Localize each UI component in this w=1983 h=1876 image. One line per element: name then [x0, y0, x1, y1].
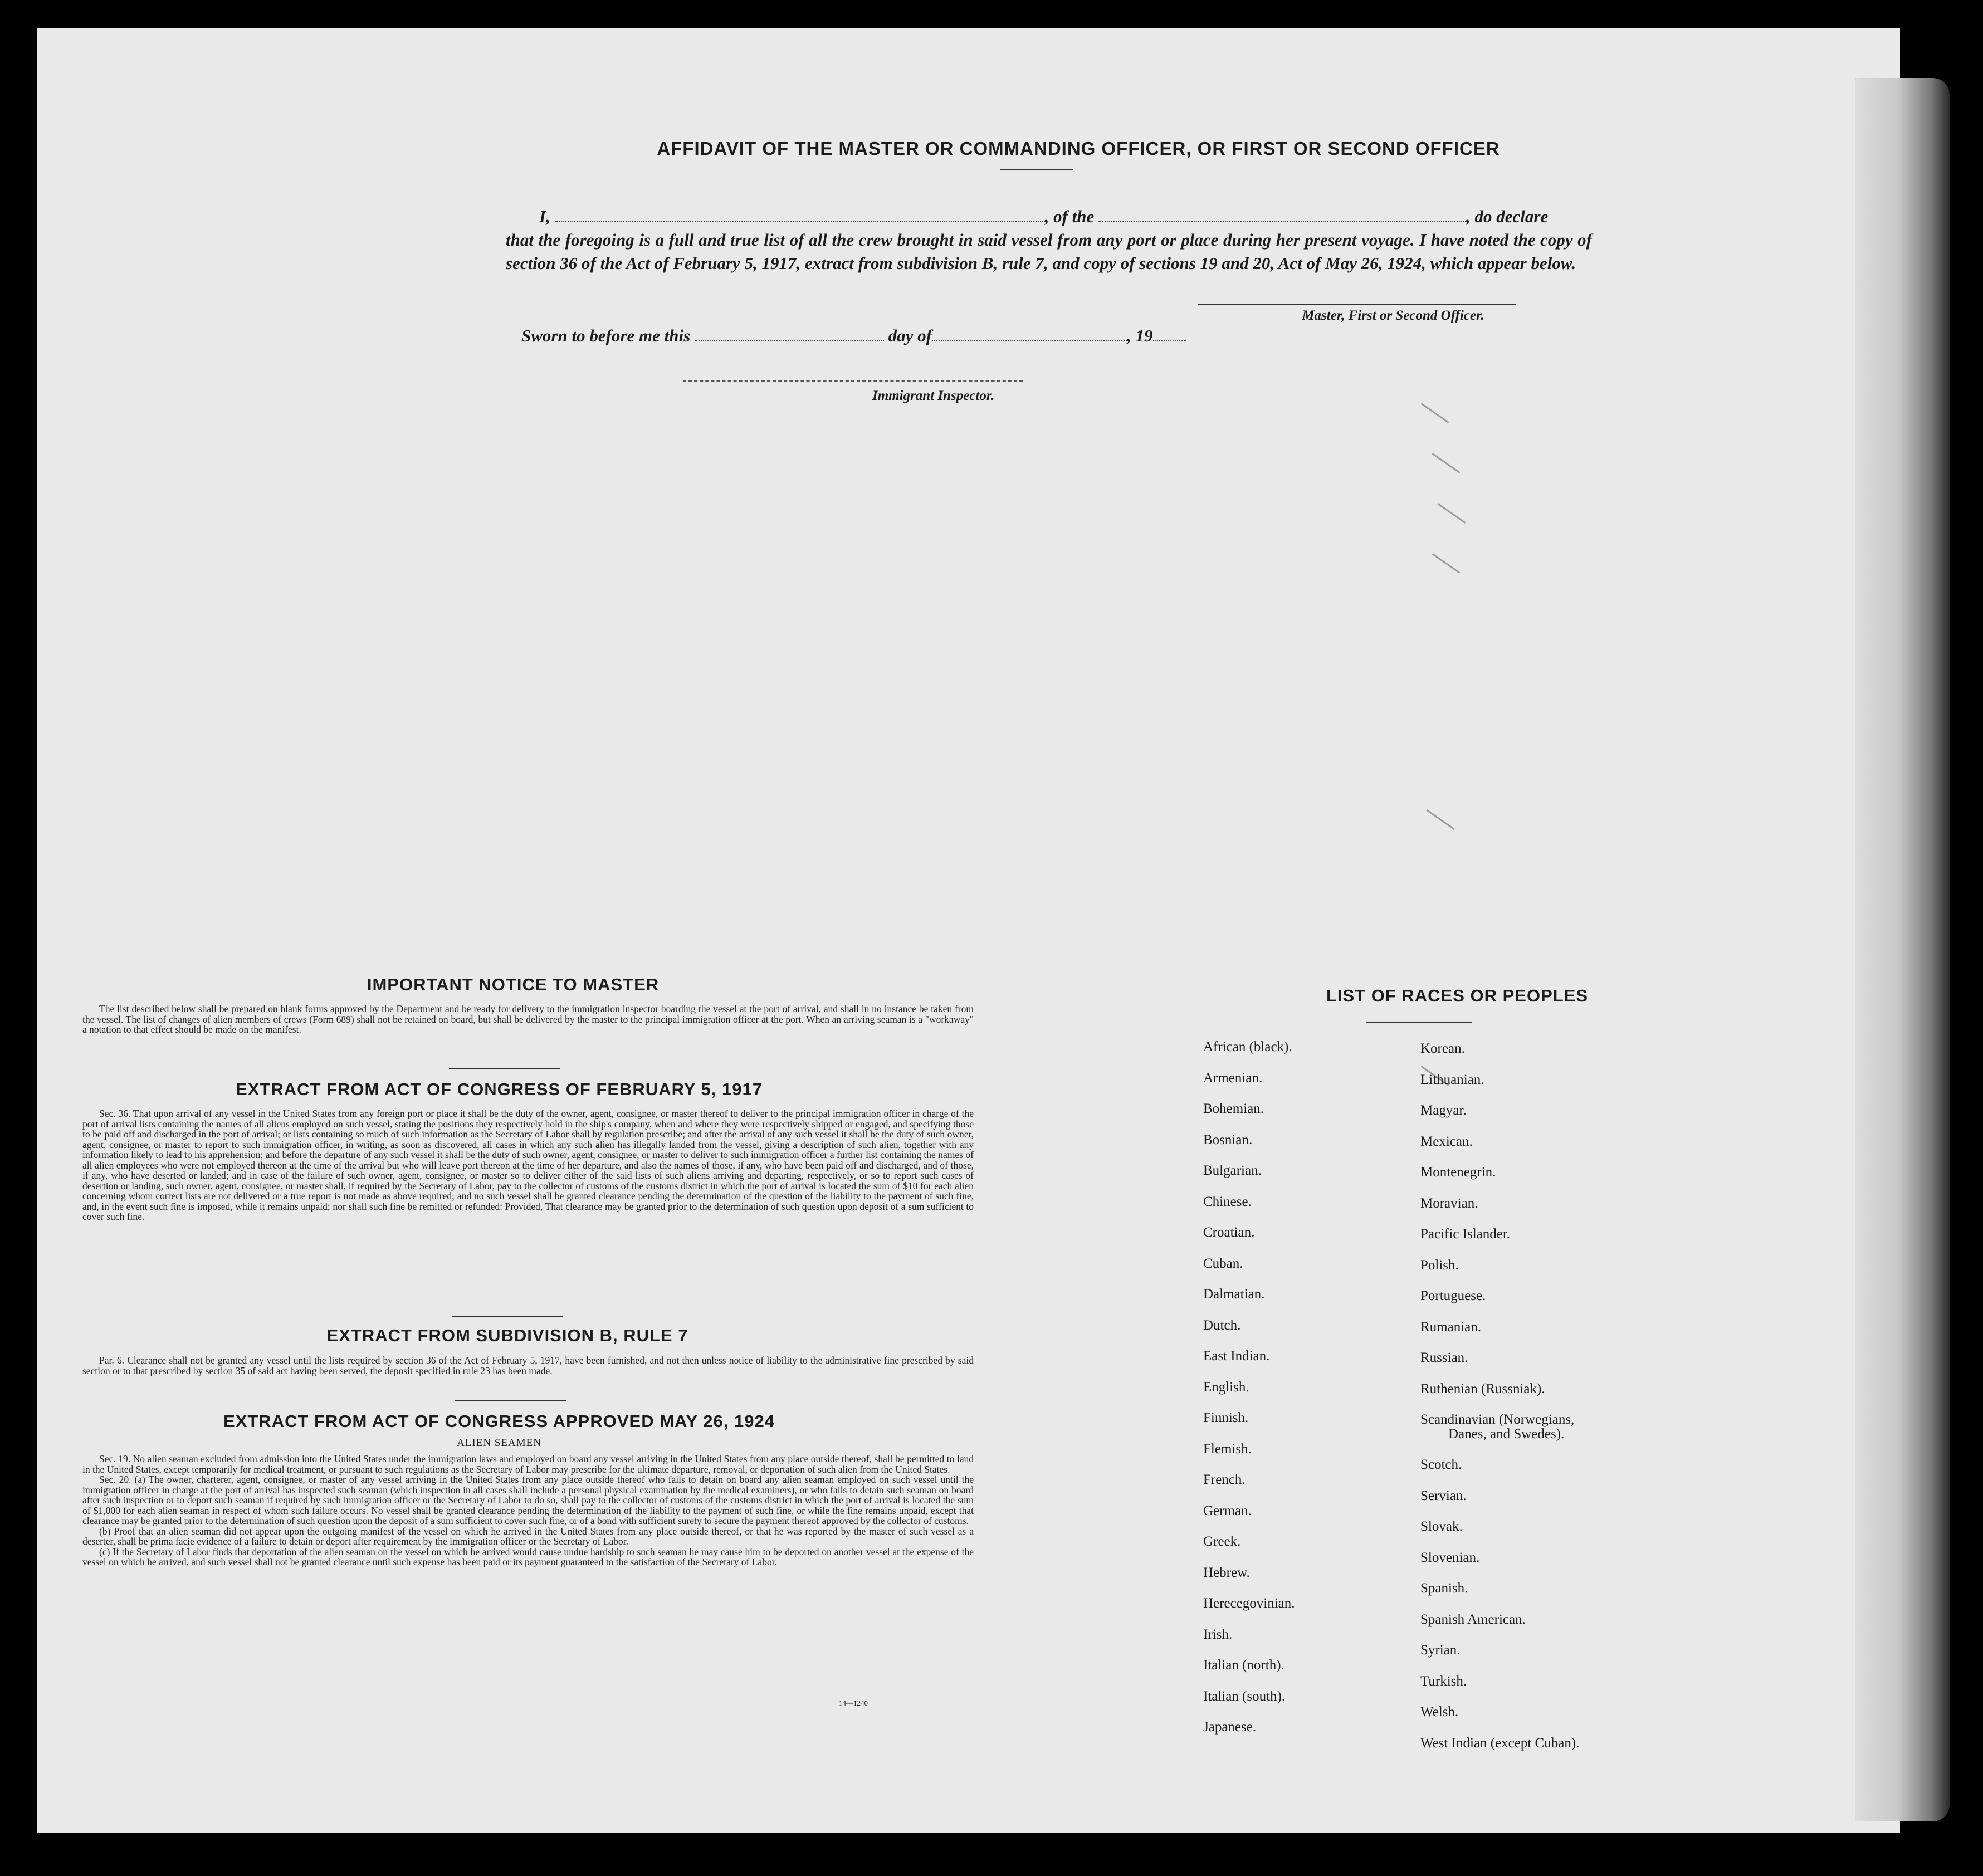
race-item: Spanish American.	[1420, 1611, 1526, 1627]
document-page	[37, 28, 1900, 1833]
i-word: I,	[539, 207, 550, 226]
sworn-day-field[interactable]	[695, 336, 884, 341]
notice-text-block	[82, 1004, 974, 1035]
extract-rule7-block	[82, 1355, 974, 1376]
page-edge	[1855, 78, 1950, 1821]
races-title-rule	[1366, 1022, 1472, 1023]
race-item: East Indian.	[1203, 1349, 1270, 1364]
race-item: Chinese.	[1203, 1194, 1252, 1209]
race-item: Scotch.	[1420, 1457, 1462, 1472]
stray-mark	[1432, 553, 1461, 574]
race-item: Greek.	[1203, 1534, 1241, 1549]
sec19-text: Sec. 19. No alien seaman excluded from admission into the United States under the immigration laws and employed on board any vessel arriving in the United States from any place outside thereof, shall be permitted to land in the United States, except temporarily for medical treatment, or pursuant to such regulations as the Secretary of Labor may prescribe for the ultimate departure, removal, or deportation of such alien from the United States.	[82, 1453, 974, 1475]
race-item: German.	[1203, 1503, 1252, 1518]
race-item: Croatian.	[1203, 1225, 1255, 1240]
master-caption: Master, First or Second Officer.	[1302, 308, 1484, 323]
race-item: West Indian (except Cuban).	[1420, 1735, 1580, 1751]
races-title: LIST OF RACES OR PEOPLES	[1326, 986, 1589, 1005]
race-item: Turkish.	[1420, 1673, 1467, 1689]
race-item: Scandinavian (Norwegians,	[1420, 1412, 1575, 1427]
race-item: Bohemian.	[1203, 1101, 1264, 1116]
race-item: Magyar.	[1420, 1103, 1467, 1118]
race-item: Syrian.	[1420, 1643, 1461, 1658]
extract-1917-title: EXTRACT FROM ACT OF CONGRESS OF FEBRUARY 5, 1917	[236, 1079, 763, 1099]
extract-rule7-text: Par. 6. Clearance shall not be granted any vessel until the lists required by section 36 of the Act of February 5, 1917, have been furnished, and not then unless notice of liability to the administrative fine prescribed by said section or to that prescribed by section 35 of said act having been served, the deposit specified in rule 23 has been made.	[82, 1355, 974, 1376]
affidavit-title: AFFIDAVIT OF THE MASTER OR COMMANDING OFFICER, OR FIRST OR SECOND OFFICER	[657, 138, 1500, 159]
sworn-line	[521, 326, 1186, 346]
race-item: Cuban.	[1203, 1255, 1243, 1271]
stray-mark	[1432, 453, 1461, 473]
inspector-caption: Immigrant Inspector.	[872, 388, 995, 403]
race-item: African (black).	[1203, 1039, 1292, 1054]
master-signature-line[interactable]	[1198, 304, 1516, 305]
declaration-text: that the foregoing is a full and true list of all the crew brought in said vessel from any port or place during her present voyage. I have noted the copy of section 36 of the Act of February 5, 1917, extract from subdivision B, rule 7, and copy of sections 19 and 20, Act of May 26, 1924, which appear below.	[506, 230, 1592, 273]
name-field[interactable]	[555, 217, 1045, 222]
do-declare-text: , do declare	[1466, 207, 1549, 226]
race-item: Montenegrin.	[1420, 1165, 1496, 1180]
extract-1917-text: Sec. 36. That upon arrival of any vessel in the United States from any foreign port or place it shall be the duty of the owner, agent, consignee, or master thereof to deliver to the principal immigration officer in charge of the port of arrival lists containing the names of all aliens employed on such vessel, stating the positions they respectively hold in the ship's company, when and where they were respectively shipped or engaged, and specifying those to be paid off and discharged in the port of arrival; or lists containing so much of such information as the Secretary of Labor shall by regulation prescribe; and after the arrival of any such vessel it shall be the duty of such owner, agent, consignee, or master to report to such immigration officer, in writing, as soon as discovered, all cases in which any such alien has illegally landed from the vessel, giving a description of such alien, together with any information likely to lead to his apprehension; and before the departure of any such vessel it shall be the duty of such owner, agent, consignee, or master to deliver to such immigration officer a further list containing the names of all alien employees who were not employed thereon at the time of the arrival but who will leave port thereon at the time of her departure, and also the names of those, if any, who have been paid off and discharged, and of those, if any, who have deserted or landed; and in case of the failure of such owner, agent, consignee, or master so to deliver either of the said lists of such aliens arriving and departing, respectively, or so to report such cases of desertion or landing, such owner, agent, consignee, or master shall, if required by the Secretary of Labor, pay to the collector of customs of the customs district in which the port of arrival is located the sum of $10 for each alien concerning whom correct lists are not delivered or a true report is not made as above required; and no such vessel shall be granted clearance pending the determination of the question of the liability to the payment of such fine, and, in the event such fine is imposed, while it remains unpaid; nor shall such fine be remitted or refunded: Provided, That clearance may be granted prior to the determination of such question upon deposit of a sum sufficient to cover such fine.	[82, 1108, 974, 1222]
race-item: Russian.	[1420, 1350, 1468, 1365]
sworn-year-field[interactable]	[1153, 336, 1186, 341]
race-item: Bulgarian.	[1203, 1163, 1262, 1178]
race-item: Lithuanian.	[1420, 1072, 1484, 1087]
race-item: Servian.	[1420, 1488, 1467, 1503]
extract-1924-title: EXTRACT FROM ACT OF CONGRESS APPROVED MAY 26, 1924	[223, 1411, 775, 1431]
races-left-column	[1203, 1032, 1295, 1743]
race-item: Hebrew.	[1203, 1565, 1250, 1580]
section-rule	[449, 1068, 560, 1069]
race-item: Polish.	[1420, 1257, 1459, 1273]
stray-mark	[1421, 403, 1449, 423]
race-item: Dalmatian.	[1203, 1287, 1265, 1302]
sworn-prefix: Sworn to before me this	[521, 326, 691, 345]
race-item: Korean.	[1420, 1041, 1465, 1056]
of-the-text: , of the	[1044, 207, 1095, 226]
year-prefix: , 19	[1127, 326, 1153, 345]
sworn-month-field[interactable]	[932, 336, 1127, 341]
form-number: 14—1240	[839, 1699, 868, 1707]
race-item: Italian (south).	[1203, 1688, 1286, 1704]
race-item: Slovenian.	[1420, 1550, 1480, 1565]
race-item: Flemish.	[1203, 1441, 1252, 1457]
races-right-column	[1420, 1033, 1579, 1758]
stray-mark	[1438, 503, 1466, 524]
day-of-text: day of	[888, 326, 932, 345]
race-item: Irish.	[1203, 1626, 1233, 1642]
race-item: Danes, and Swedes).	[1448, 1426, 1565, 1442]
race-item: French.	[1203, 1472, 1246, 1487]
stray-mark	[1427, 809, 1455, 830]
extract-rule7-title: EXTRACT FROM SUBDIVISION B, RULE 7	[326, 1326, 688, 1345]
race-item: Mexican.	[1420, 1134, 1473, 1149]
race-item: Welsh.	[1420, 1704, 1459, 1719]
section-rule	[452, 1316, 563, 1317]
alien-seamen-subtitle: ALIEN SEAMEN	[457, 1437, 541, 1449]
vessel-field[interactable]	[1098, 217, 1466, 222]
race-item: Armenian.	[1203, 1070, 1263, 1086]
sec20c-text: (c) If the Secretary of Labor finds that deportation of the alien seaman on the vessel on which he arrived would cause undue hardship to such seaman he may cause him to be deported on another vessel at the expense of the vessel on which he arrived, and such vessel shall not be granted clearance until such expense has been paid or its payment guaranteed to the satisfaction of the Secretary of Labor.	[82, 1546, 974, 1567]
race-item: Moravian.	[1420, 1195, 1478, 1211]
inspector-signature-line[interactable]	[683, 380, 1023, 382]
sec20b-text: (b) Proof that an alien seaman did not appear upon the outgoing manifest of the vessel on which he arrived in the United States from any place outside thereof, or that he was reported by the master of such vessel as a deserter, shall be prima facie evidence of a failure to detain or deport after requirement by the immigration officer or the Secretary of Labor.	[82, 1525, 974, 1547]
race-item: Spanish.	[1420, 1581, 1468, 1596]
title-rule	[1000, 169, 1073, 170]
race-item: Herecegovinian.	[1203, 1596, 1295, 1611]
extract-1924-block	[82, 1454, 974, 1567]
race-item: Portuguese.	[1420, 1288, 1486, 1303]
race-item: Dutch.	[1203, 1317, 1241, 1333]
notice-title: IMPORTANT NOTICE TO MASTER	[367, 975, 660, 994]
declaration-block	[506, 205, 1592, 275]
race-item: Japanese.	[1203, 1719, 1257, 1735]
race-item: Slovak.	[1420, 1519, 1463, 1534]
race-item: English.	[1203, 1379, 1249, 1395]
section-rule	[455, 1400, 566, 1401]
race-item: Finnish.	[1203, 1410, 1249, 1425]
race-item: Rumanian.	[1420, 1319, 1482, 1335]
extract-1917-block	[82, 1108, 974, 1222]
notice-text: The list described below shall be prepared on blank forms approved by the Department and be ready for delivery to the immigration inspector boarding the vessel at the port of arrival, and shall in no instance be taken from the vessel. The list of changes of alien members of crews (Form 689) shall not be retained on board, but shall be delivered by the master to the principal immigration officer at the port. When an arriving seaman is a "workaway" a notation to that effect should be made on the manifest.	[82, 1003, 974, 1035]
race-item: Bosnian.	[1203, 1132, 1253, 1147]
race-item: Pacific Islander.	[1420, 1227, 1511, 1242]
sec20a-text: Sec. 20. (a) The owner, charterer, agent, consignee, or master of any vessel arriving in the United States from any place outside thereof who fails to detain on board any alien seaman employed on such vessel until the immigration officer in charge at the port of arrival has inspected such seaman (which inspection in all cases shall include a personal physical examination by the medical examiners), or who fails to detain such seaman on board after such inspection or to deport such seaman if required by such immigration officer or the Secretary of Labor to do so, shall pay to the collector of customs of the customs district in which the port of arrival is located the sum of $1,000 for each alien seaman in respect of whom such failure occurs. No vessel shall be granted clearance pending the determination of the liability to the payment of such fine, or while the fine remains unpaid, except that clearance may be granted prior to the determination of such question upon the deposit of a sum sufficient to cover such fine, or of a bond with sufficient surety to secure the payment thereof approved by the collector of customs.	[82, 1474, 974, 1526]
race-item: Italian (north).	[1203, 1658, 1284, 1673]
race-item: Ruthenian (Russniak).	[1420, 1381, 1545, 1396]
